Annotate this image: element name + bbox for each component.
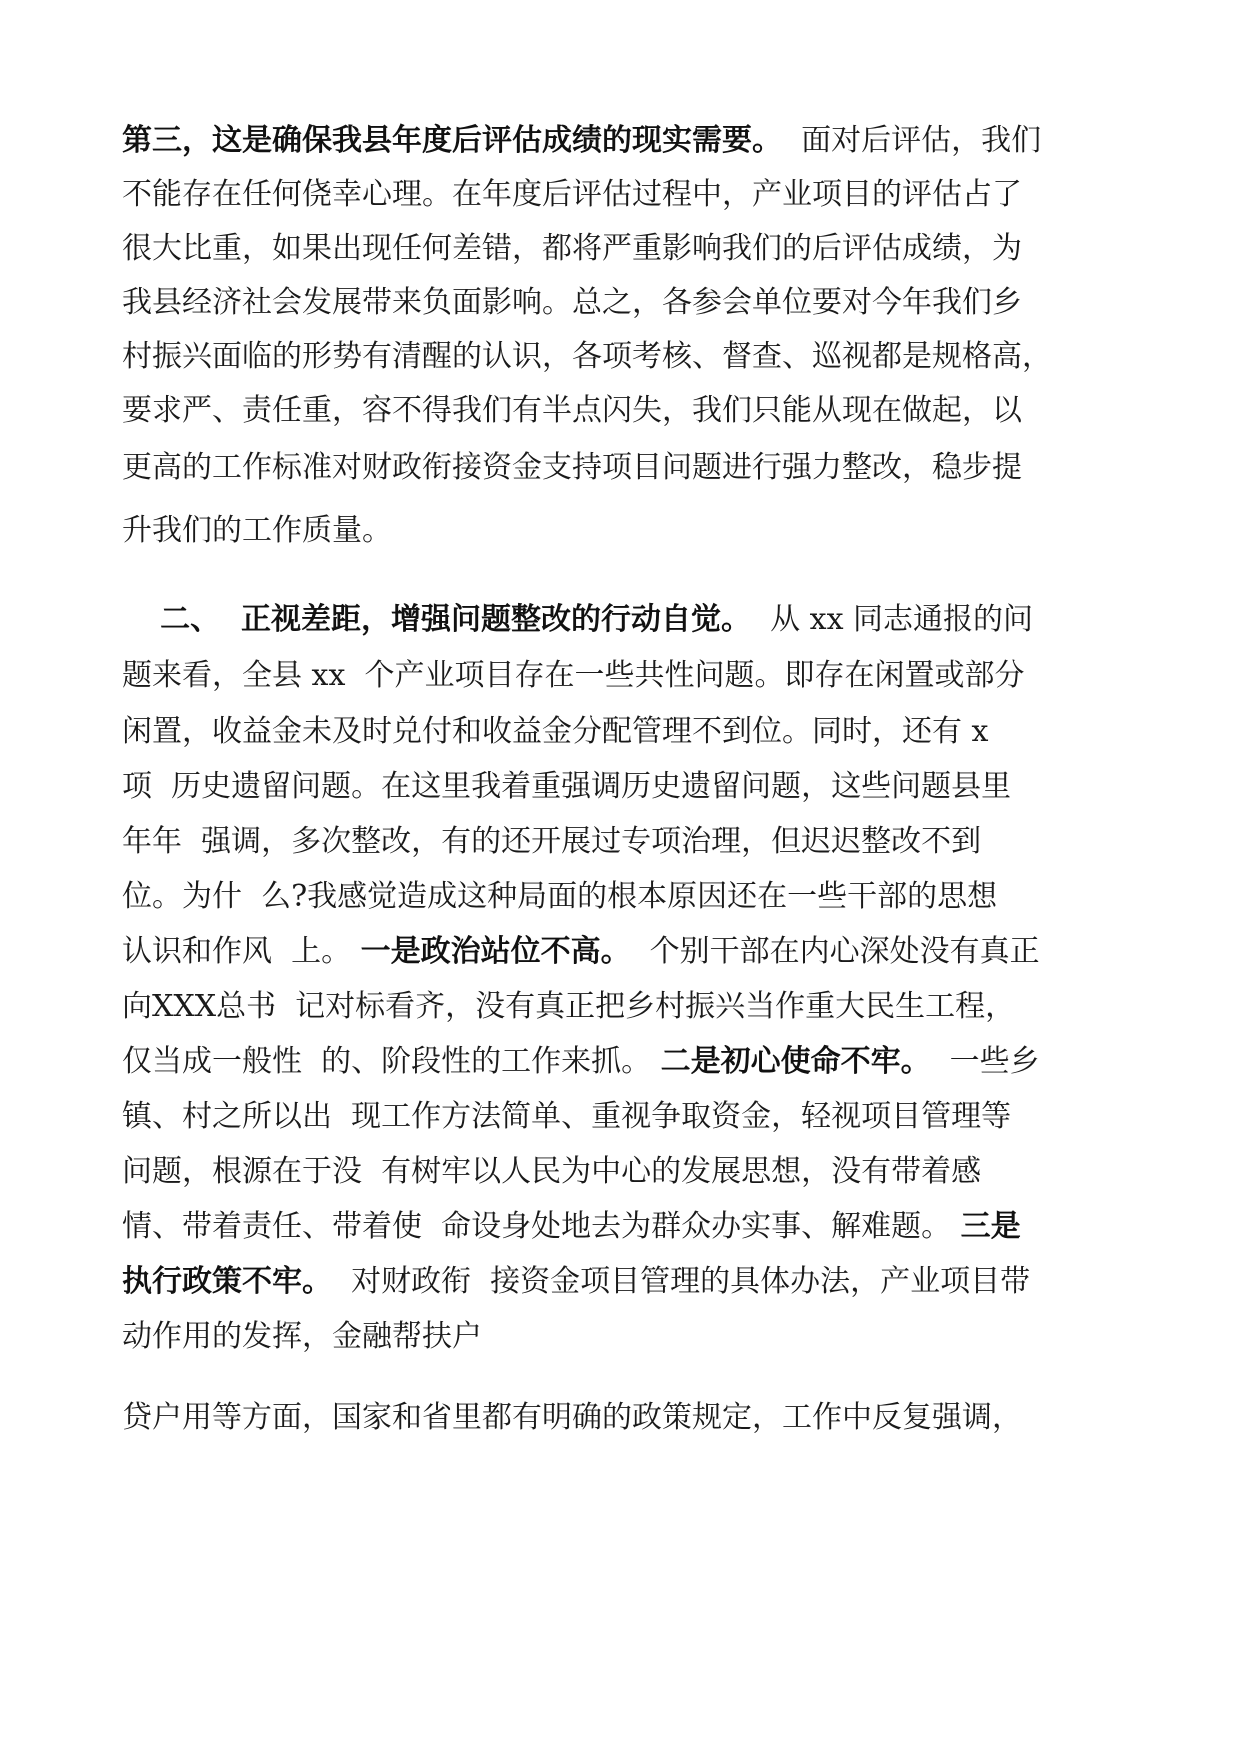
indent bbox=[122, 602, 160, 637]
section-heading: 二、 正视差距，增强问题整改的行动自觉。 bbox=[160, 602, 752, 637]
text-line bbox=[122, 175, 1022, 215]
text-line bbox=[122, 932, 1040, 972]
bold-point-3-start: 三是 bbox=[960, 1209, 1021, 1244]
text-line bbox=[122, 656, 1024, 696]
line-text-tail: 个别干部在内心深处没有真正 bbox=[630, 934, 1040, 969]
line-text: 镇、村之所以出 现工作方法简单、重视争取资金，轻视项目管理等 bbox=[122, 1099, 1012, 1134]
line-text: 要求严、责任重，容不得我们有半点闪失，我们只能从现在做起，以 bbox=[122, 393, 1022, 428]
text-line bbox=[122, 1262, 1030, 1302]
line-text: 很大比重，如果出现任何差错，都将严重影响我们的后评估成绩，为 bbox=[122, 231, 1022, 266]
line-text: 我县经济社会发展带来负面影响。总之，各参会单位要对今年我们乡 bbox=[122, 285, 1022, 320]
text-line bbox=[122, 391, 1022, 431]
bold-point-2: 二是初心使命不牢。 bbox=[660, 1044, 931, 1079]
text-line bbox=[122, 283, 1022, 323]
line-text: 从 xx 同志通报的问 bbox=[751, 602, 1034, 637]
line-text: 年年 强调，多次整改，有的还开展过专项治理，但迟迟整改不到 bbox=[122, 824, 982, 859]
line-text: 仅当成一般性 的、阶段性的工作来抓。 bbox=[122, 1044, 661, 1079]
line-text: 向XXX总书 记对标看齐，没有真正把乡村振兴当作重大民生工程， bbox=[122, 989, 1016, 1024]
bold-point-1: 一是政治站位不高。 bbox=[360, 934, 631, 969]
text-line bbox=[122, 600, 1033, 640]
text-line bbox=[122, 1207, 1021, 1247]
text-line bbox=[122, 877, 997, 917]
text-line bbox=[122, 229, 1022, 269]
line-text: 更高的工作标准对财政衔接资金支持项目问题进行强力整改，稳步提 bbox=[122, 450, 1022, 485]
line-text: 不能存在任何侥幸心理。在年度后评估过程中，产业项目的评估占了 bbox=[122, 177, 1022, 212]
text-line bbox=[122, 1042, 1040, 1082]
text-line bbox=[122, 1152, 981, 1192]
text-line bbox=[122, 1097, 1011, 1137]
text-line bbox=[122, 121, 1041, 161]
line-text-tail: 一些乡 bbox=[930, 1044, 1040, 1079]
text-line bbox=[122, 767, 1011, 807]
line-text: 贷户用等方面，国家和省里都有明确的政策规定，工作中反复强调， bbox=[122, 1400, 1022, 1435]
line-text: 动作用的发挥，金融帮扶户 bbox=[122, 1319, 482, 1354]
line-text: 对财政衔 接资金项目管理的具体办法，产业项目带 bbox=[332, 1264, 1031, 1299]
bold-point-3-end: 执行政策不牢。 bbox=[122, 1264, 332, 1299]
text-line bbox=[122, 712, 988, 752]
text-line bbox=[122, 511, 392, 551]
text-line bbox=[122, 822, 981, 862]
line-text: 题来看，全县 xx 个产业项目存在一些共性问题。即存在闲置或部分 bbox=[122, 658, 1025, 693]
text-line bbox=[122, 1317, 482, 1357]
line-text: 认识和作风 上。 bbox=[122, 934, 361, 969]
bold-heading: 第三，这是确保我县年度后评估成绩的现实需要。 bbox=[122, 123, 782, 158]
line-text: 项 历史遗留问题。在这里我着重强调历史遗留问题，这些问题县里 bbox=[122, 769, 1012, 804]
line-text: 位。为什 么?我感觉造成这种局面的根本原因还在一些干部的思想 bbox=[122, 879, 998, 914]
line-text: 问题，根源在于没 有树牢以人民为中心的发展思想，没有带着感 bbox=[122, 1154, 982, 1189]
text-line bbox=[122, 1398, 1022, 1438]
text-line bbox=[122, 987, 1015, 1027]
line-text: 情、带着责任、带着使 命设身处地去为群众办实事、解难题。 bbox=[122, 1209, 961, 1244]
line-text: 升我们的工作质量。 bbox=[122, 513, 392, 548]
line-text: 闲置，收益金未及时兑付和收益金分配管理不到位。同时，还有 x bbox=[122, 714, 989, 749]
text-line bbox=[122, 337, 1052, 377]
line-text: 面对后评估，我们 bbox=[782, 123, 1042, 158]
text-line bbox=[122, 448, 1022, 488]
line-text: 村振兴面临的形势有清醒的认识，各项考核、督查、巡视都是规格高， bbox=[122, 339, 1052, 374]
